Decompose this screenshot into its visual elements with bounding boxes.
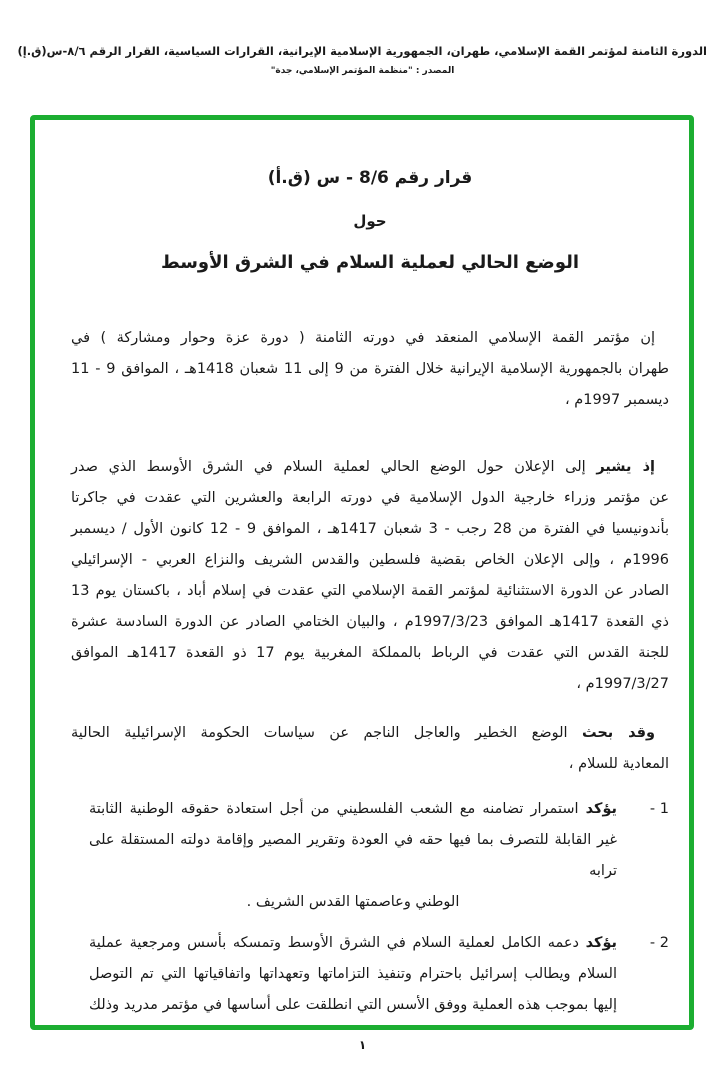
title-about-word: حول	[353, 212, 387, 230]
text-line: للجنة القدس التي عقدت في الرباط بالمملكة المغربية يوم 17 ذو القعدة 1417هـ الموافق	[71, 645, 669, 661]
item-lead-rest: استمرار تضامنه مع الشعب الفلسطيني من أجل استعادة حقوقه الوطنية الثابتة	[89, 801, 586, 817]
text-line	[71, 452, 669, 483]
text-line: ذي القعدة 1417هـ الموافق 1997/3/23م ، والبيان الختامي الصادر عن الدورة السادسة عشرة	[71, 614, 669, 630]
item-lead-word: يؤكد	[585, 801, 617, 817]
text-line: الصادر عن الدورة الاستثنائية لمؤتمر القمة الإسلامي التي عقدت في إسلام أباد ، باكستان يوم 13	[71, 583, 669, 599]
resolution-subject-title: الوضع الحالي لعملية السلام في الشرق الأوسط	[160, 252, 580, 273]
text-line: السلام ويطالب إسرائيل باحترام وتنفيذ التزاماتها وتعهداتها واتفاقياتها التي تم التوصل	[89, 966, 617, 982]
source-line: المصدر : "منظمة المؤتمر الإسلامي، جدة"	[270, 66, 455, 76]
item-lead-word: يؤكد	[585, 935, 617, 951]
paragraph-lead-word: إذ يشير	[596, 459, 655, 475]
operative-item-2	[71, 928, 669, 1021]
item-lead-rest: دعمه الكامل لعملية السلام في الشرق الأوسط وتمسكه بأسس ومرجعية عملية	[89, 935, 586, 951]
page-number: ١	[358, 1038, 367, 1052]
text-line: إليها بموجب هذه العملية ووفق الأسس التي انطلقت على أساسها في مؤتمر مدريد وذلك	[89, 997, 617, 1013]
item-number: 1 -	[649, 801, 669, 817]
session-reference-line: الدورة الثامنة لمؤتمر القمة الإسلامي، طهران، الجمهورية الإسلامية الإيرانية، القرارات السياسية، القرار الرقم ٨/٦-س(ق.إ)	[17, 44, 707, 58]
text-line: ديسمبر 1997م ،	[565, 392, 669, 408]
text-line: عن مؤتمر وزراء خارجية الدول الإسلامية في دورته الرابعة والعشرين التي عقدت في جاكرتا	[71, 490, 669, 506]
resolution-number-title: قرار رقم 8/6 - س (ق.أ)	[267, 168, 473, 188]
text-line: إن مؤتمر القمة الإسلامي المنعقد في دورته الثامنة ( دورة عزة وحوار ومشاركة ) في	[71, 330, 655, 346]
paragraph-lead-rest: إلى الإعلان حول الوضع الحالي لعملية السلام في الشرق الأوسط الذي صدر	[71, 459, 597, 475]
item-number: 2 -	[649, 935, 669, 951]
preamble-paragraph-3	[71, 718, 669, 780]
text-line: غير القابلة للتصرف بما فيها حقه في العودة وتقرير المصير وإقامة دولته المستقلة على ترابه	[89, 832, 617, 879]
paragraph-lead-rest: الوضع الخطير والعاجل الناجم عن سياسات الحكومة الإسرائيلية الحالية	[71, 725, 582, 741]
text-line: 1996م ، وإلى الإعلان الخاص بقضية فلسطين والقدس الشريف والنزاع العربي - الإسرائيلي	[71, 552, 669, 568]
text-line: بأندونيسيا في الفترة من 28 رجب - 3 شعبان 1417هـ ، الموافق 9 - 12 كانون الأول / ديسمبر	[71, 521, 669, 537]
page-border-frame	[30, 115, 694, 1030]
text-line: 1997/3/27م ،	[576, 676, 669, 692]
resolution-title-block	[71, 168, 669, 273]
text-line: الوطني وعاصمتها القدس الشريف .	[246, 894, 460, 910]
text-line	[71, 718, 669, 749]
text-line	[89, 794, 617, 825]
operative-item-1	[71, 794, 669, 918]
document-header	[18, 44, 707, 76]
resolution-body	[71, 323, 669, 1021]
text-line: المعادية للسلام ،	[568, 756, 669, 772]
paragraph-lead-word: وقد بحث	[581, 725, 655, 741]
preamble-paragraph-2	[71, 452, 669, 700]
text-line	[89, 928, 617, 959]
item-text	[71, 928, 625, 1021]
text-line: طهران بالجمهورية الإسلامية الإيرانية خلال الفترة من 9 إلى 11 شعبان 1418هـ ، الموافق 9 - 11	[71, 361, 669, 377]
preamble-paragraph-1	[71, 323, 669, 416]
item-text	[71, 794, 625, 918]
